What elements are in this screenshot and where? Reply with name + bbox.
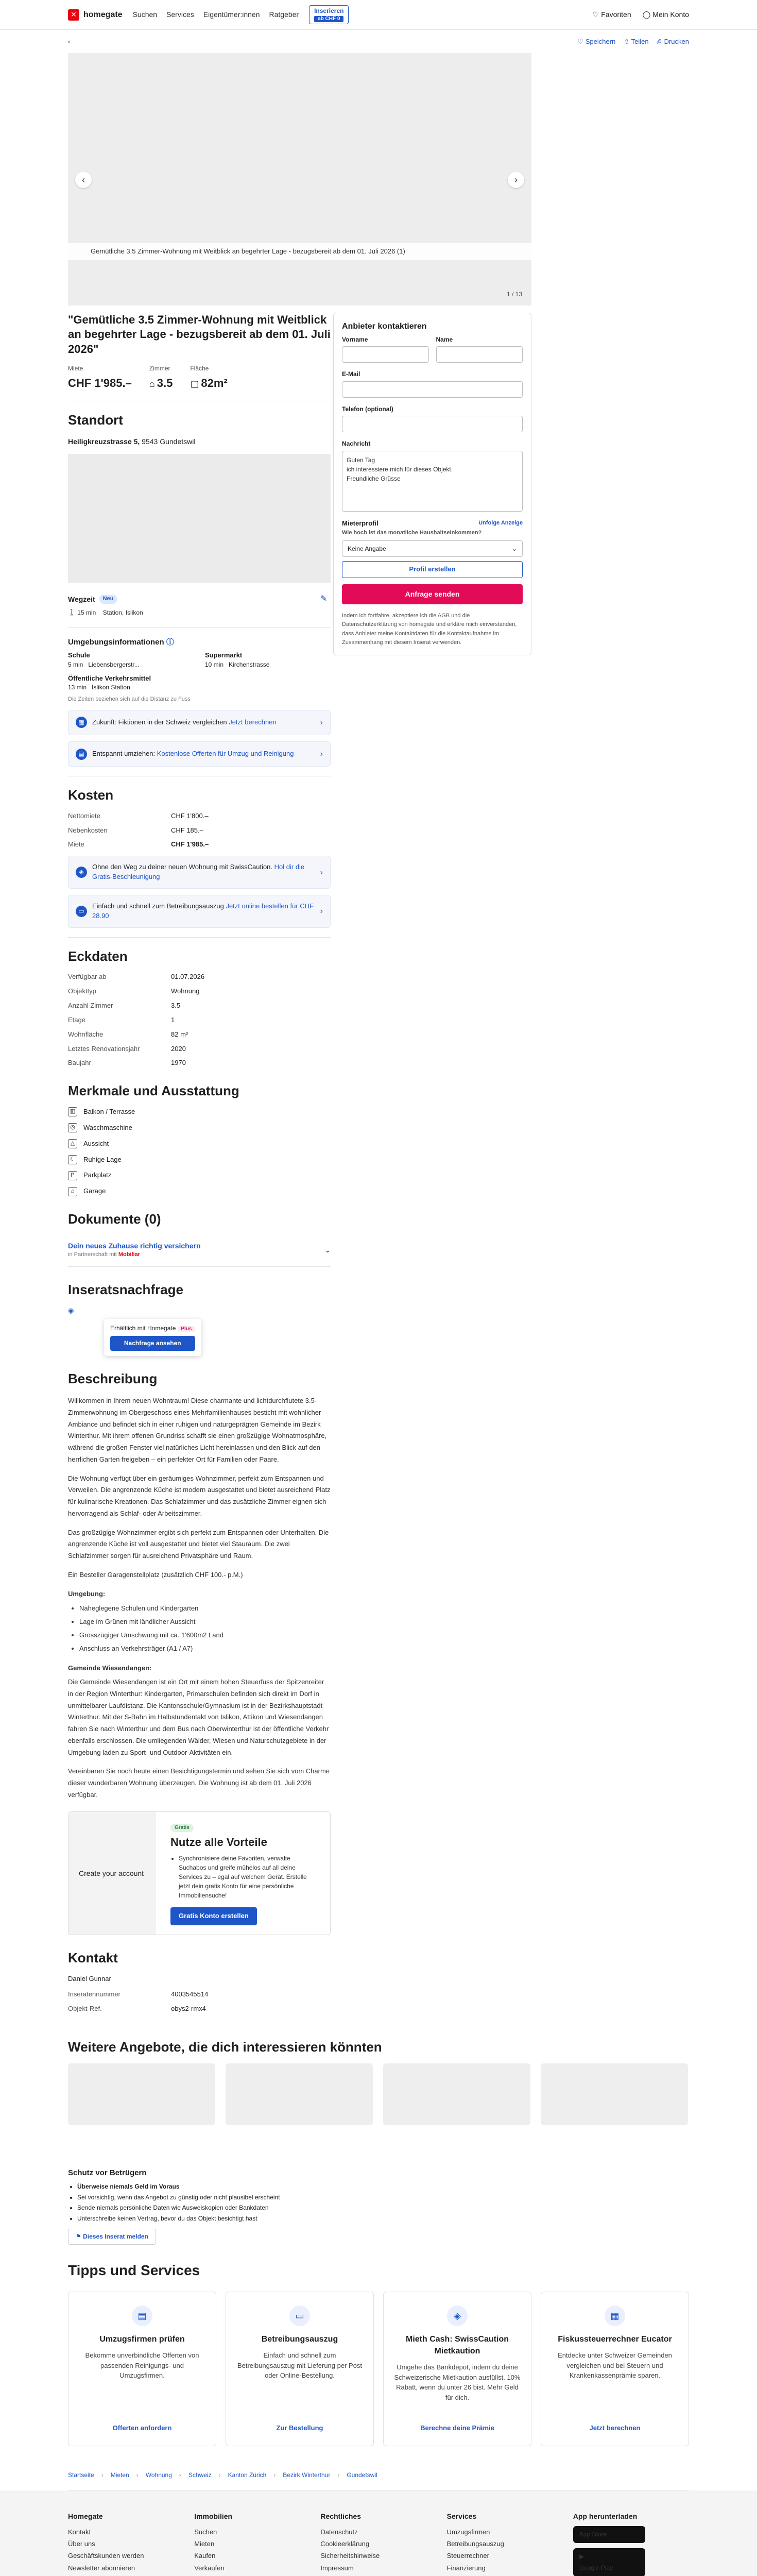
image-gallery[interactable] [68, 53, 531, 306]
address-street: Heiligkreuzstrasse 5, [68, 437, 140, 446]
homegate-logo[interactable] [68, 9, 123, 21]
tip-title: Fiskussteuerrechner Eucator [558, 2335, 672, 2344]
tip-card[interactable] [383, 2292, 531, 2446]
tip-text: Einfach und schnell zum Betreibungsauszug mit Lieferung per Post oder Online-Bestellung. [237, 2351, 363, 2380]
tip-link[interactable]: Jetzt berechnen [589, 2424, 641, 2432]
feature-item [68, 1139, 331, 1149]
description-paragraph: Die Wohnung verfügt über ein geräumiges Wohnzimmer, perfekt zum Entspannen und Verweilen. Die angrenzende Küche ist modern ausgestattet und bietet ausreichend Platz für kulinarische Kreationen. Das Schlafzimmer und das zusätzliche Zimmer eignen sich hervorragend als Schlaf- oder Arbeitszimmer. [68, 1474, 331, 1517]
contact-label: Objekt-Ref. [68, 2005, 102, 2013]
footer-col-heading: Rechtliches [320, 2512, 361, 2521]
account-promo-title: Nutze alle Vorteile [170, 1836, 267, 1849]
area-fact [190, 364, 227, 392]
feature-label: Parkplatz [83, 1171, 112, 1179]
footer-col-heading: Homegate [68, 2512, 103, 2521]
offer-card-placeholder[interactable] [68, 2063, 215, 2125]
feature-label: Ruhige Lage [83, 1155, 122, 1163]
surroundings-note: Die Zeiten beziehen sich auf die Distanz zu Fuss [68, 696, 191, 702]
more-offers [68, 2038, 689, 2137]
quiet-icon: ☾ [68, 1155, 77, 1164]
tenant-profile-heading: Mieterprofil [342, 519, 378, 527]
offer-card-placeholder[interactable] [226, 2063, 373, 2125]
commute-heading [68, 594, 331, 604]
create-account-button[interactable]: Gratis Konto erstellen [170, 1907, 257, 1925]
footer-col-homegate [68, 2511, 184, 2576]
calculator-icon: ▦ [605, 2306, 625, 2326]
print-label: Drucken [664, 38, 689, 45]
walk-icon: 🚶 [68, 609, 76, 617]
chevron-right-icon: › [320, 749, 323, 758]
nav-item-services[interactable]: Services [166, 10, 194, 19]
contact-heading: Kontakt [68, 1950, 118, 1965]
area-label: Fläche [190, 364, 209, 372]
description-paragraph: Ein Besteller Garagenstellplatz (zusätzlich CHF 100.- p.M.) [68, 1570, 243, 1579]
surrounding-place: Kirchenstrasse [229, 661, 270, 669]
inquiry-heading: Inseratsnachfrage [68, 1281, 183, 1297]
detail-label: Wohnfläche [68, 1030, 104, 1038]
gallery-counter: 1 / 13 [506, 291, 522, 298]
breadcrumb-item[interactable]: Startseite [68, 2471, 94, 2479]
detail-value: 1 [171, 1015, 175, 1024]
footer-link[interactable]: Finanzierung [446, 2564, 486, 2572]
tip-text: Bekomme unverbindliche Offerten von passenden Reinigungs- und Umzugsfirmen. [85, 2351, 199, 2380]
feature-label: Balkon / Terrasse [83, 1107, 135, 1115]
tips-section [68, 2260, 689, 2446]
share-button[interactable]: ⇪ Teilen [624, 38, 649, 45]
breadcrumb: Startseite › Mieten › Wohnung › Schweiz › Kanton Zürich › Bezirk Winterthur › Gundetswil [68, 2471, 689, 2490]
surrounding-title: Supermarkt [205, 651, 243, 659]
contact-legal-text: Indem ich fortfahre, akzeptiere ich die AGB und die Datenschutzerklärung von homegate und erkläre mich einverstanden, dass Anbieter meine Kontaktdaten für die Kontaktaufnahme im Zusammenhang mit diesem Inserat verwenden. [342, 612, 517, 646]
shield-icon: ◈ [447, 2306, 468, 2326]
upsell-text: Erhältlich mit Homegate [110, 1324, 176, 1332]
offer-card-placeholder[interactable] [541, 2063, 688, 2125]
nav-item-guide[interactable]: Ratgeber [269, 10, 299, 19]
detail-label: Objekttyp [68, 987, 96, 995]
report-listing-button[interactable] [68, 2229, 156, 2245]
insert-button[interactable] [309, 5, 349, 24]
insert-badge: ab CHF 0 [314, 16, 343, 22]
breadcrumb-item[interactable]: Schweiz [188, 2471, 212, 2479]
firstname-input[interactable] [342, 346, 429, 363]
costs-table [68, 811, 331, 850]
contact-value: 4003545514 [171, 1990, 209, 1998]
fraud-item: • Unterschreibe keinen Vertrag, bevor du das Objekt besichtigt hast [77, 2213, 689, 2224]
detail-value: 3.5 [171, 1002, 181, 1010]
feature-item [68, 1171, 331, 1180]
footer-link[interactable]: Steuerrechner [446, 2552, 489, 2560]
chevron-right-icon: › [320, 907, 323, 916]
listing-title: "Gemütliche 3.5 Zimmer-Wohnung mit Weitblick an begehrter Lage - bezugsbereit ab dem 01. Juli 2026" [68, 313, 331, 356]
more-offers-cards [68, 2063, 689, 2125]
garage-icon: ⌂ [68, 1187, 77, 1196]
more-offers-heading: Weitere Angebote, die dich interessieren könnten [68, 2039, 382, 2055]
document-icon: ▭ [289, 2306, 310, 2326]
footer-link[interactable]: Betreibungsauszug [446, 2540, 504, 2548]
footer-link[interactable]: Kontakt [68, 2528, 91, 2536]
commute-title: Wegzeit [68, 595, 95, 603]
insert-label: Inserieren [314, 7, 344, 15]
surrounding-title: Öffentliche Verkehrsmittel [68, 674, 151, 682]
tips-heading: Tipps und Services [68, 2262, 200, 2279]
costs-heading: Kosten [68, 787, 114, 803]
environment-heading: Umgebung: [68, 1589, 106, 1598]
phone-label: Telefon (optional) [342, 405, 393, 413]
footer-col-apps [573, 2511, 689, 2576]
email-label: E-Mail [342, 370, 360, 378]
app-store-label: App Store [579, 2530, 607, 2538]
municipality-heading: Gemeinde Wiesendangen: [68, 1664, 152, 1672]
description-heading: Beschreibung [68, 1371, 158, 1387]
environment-item: • Naheglegene Schulen und Kindergarten [79, 1602, 331, 1615]
site-header [0, 0, 757, 30]
message-input[interactable]: Guten Tag ich interessiere mich für dieses Objekt. Freundliche Grüsse [342, 451, 523, 512]
account-benefit: • Synchronisiere deine Favoriten, verwalte Suchabos und greife mühelos auf all deine Services zu – egal auf welchem Gerät. Erstelle jetzt dein gratis Konto für eine persönliche Immobiliensuche! [179, 1854, 316, 1900]
promo-moving[interactable] [68, 741, 331, 767]
fraud-section [68, 2167, 689, 2245]
message-label: Nachricht [342, 440, 371, 448]
footer-columns [68, 2511, 689, 2576]
footer-link[interactable] [447, 2574, 563, 2576]
insurance-promo[interactable] [68, 1235, 331, 1267]
area-icon: ▢ [190, 379, 199, 389]
save-label: Speichern [585, 38, 616, 45]
rent-value: CHF 1'985.– [68, 377, 132, 390]
footer-col-heading: Immobilien [194, 2512, 233, 2521]
breadcrumb-item[interactable]: Wohnung [145, 2471, 172, 2479]
rooms-fact [149, 364, 173, 392]
view-inquiry-button[interactable]: Nachfrage ansehen [110, 1336, 195, 1351]
footer-col-services [447, 2511, 563, 2576]
surrounding-title: Schule [68, 651, 90, 659]
promo-deposit[interactable] [68, 856, 331, 889]
surrounding-supermarket [205, 651, 331, 669]
promo-link[interactable]: Jetzt online bestellen für CHF 28.90 [92, 902, 314, 920]
address [68, 436, 331, 447]
email-input[interactable] [342, 381, 523, 398]
lastname-input[interactable] [436, 346, 523, 363]
address-city: 9543 Gundetswil [140, 437, 196, 446]
gallery-caption: Gemütliche 3.5 Zimmer-Wohnung mit Weitblick an begehrter Lage - bezugsbereit ab dem 01. Juli 2026 (1) [68, 243, 531, 260]
surrounding-time: 5 min [68, 661, 83, 669]
favorites-link[interactable]: ♡ Favoriten [592, 10, 631, 19]
feature-label: Garage [83, 1187, 106, 1195]
description-section [68, 1369, 331, 1801]
footer-link[interactable]: Impressum [320, 2564, 354, 2572]
create-profile-button[interactable]: Profil erstellen [342, 561, 523, 578]
divider [68, 627, 331, 628]
print-button[interactable]: ⎙ Drucken [657, 38, 689, 45]
inquiry-upsell [104, 1319, 201, 1357]
footer-link[interactable]: Mieten [194, 2540, 215, 2548]
plus-badge: Plus [178, 1326, 195, 1332]
rooms-value: 3.5 [157, 377, 173, 390]
feature-item [68, 1107, 331, 1117]
promo-link[interactable]: Kostenlose Offerten für Umzug und Reinigung [157, 750, 294, 758]
feature-item [68, 1155, 331, 1165]
gallery-prev-icon[interactable]: ‹ [75, 172, 92, 188]
breadcrumb-item[interactable]: Kanton Zürich [228, 2471, 267, 2479]
tip-link[interactable]: Zur Bestellung [276, 2424, 323, 2432]
footer-link[interactable] [68, 2574, 184, 2576]
fraud-item: • Überweise niemals Geld im Voraus [77, 2181, 689, 2192]
contact-value: obys2-rmx4 [171, 2005, 206, 2013]
promo-text: Ohne den Weg zu deiner neuen Wohnung mit SwissCaution. [92, 863, 273, 871]
account-benefits [179, 1854, 316, 1900]
fraud-list [68, 2181, 689, 2224]
details-heading: Eckdaten [68, 948, 128, 964]
description-paragraph: Willkommen in Ihrem neuen Wohntraum! Diese charmante und lichtdurchflutete 3.5-Zimmerwohnung im Obergeschoss eines Mehrfamilienhauses besticht mit wohnlicher Ambiance und befindet sich in einer ruhigen und naturgeprägten Gemeinde im Bezirk Winterthur. Mit ihrem offenen Grundriss schafft sie einen großzügige Wohnatmosphäre, während die großen Fenster viel natürliches Licht hereinlassen und den Blick auf den herrlichen Garten freigeben – ein perfekter Ort für Familien oder Paare. [68, 1397, 327, 1463]
footer-link[interactable]: Umzugsfirmen [446, 2528, 490, 2536]
nav-item-owners[interactable]: Eigentümer:innen [203, 10, 260, 19]
contact-label: Inseratennummer [68, 1990, 121, 1998]
income-select[interactable] [342, 540, 523, 557]
contact-section [68, 1948, 331, 2014]
breadcrumb-item[interactable]: Gundetswil [347, 2471, 377, 2479]
commute-row [68, 608, 331, 617]
app-store-badge[interactable] [573, 2526, 645, 2544]
rooms-label: Zimmer [149, 364, 170, 372]
header-right [593, 9, 689, 20]
breadcrumb-item[interactable]: Bezirk Winterthur [283, 2471, 331, 2479]
chevron-right-icon: › [320, 868, 323, 877]
logo-mark-icon: ✕ [68, 9, 79, 21]
location-map[interactable] [68, 454, 331, 583]
document-icon: ▭ [76, 906, 87, 917]
offer-card-placeholder[interactable] [383, 2063, 530, 2125]
environment-item: • Grosszügiger Umschwung mit ca. 1'600m2 Land [79, 1629, 331, 1642]
commute-destination: Station, Islikon [102, 609, 143, 617]
tips-cards [68, 2292, 689, 2446]
cost-value: CHF 1'985.– [171, 840, 209, 849]
footer-col-properties [194, 2511, 310, 2576]
footer-link[interactable]: Cookieerklärung [320, 2540, 370, 2548]
key-facts [68, 364, 331, 392]
surrounding-place: Islikon Station [92, 684, 130, 691]
cost-label: Nettomiete [68, 811, 100, 820]
save-button[interactable]: ♡ Speichern [577, 38, 616, 45]
tip-link[interactable]: Offerten anfordern [112, 2424, 172, 2432]
listing-main [68, 306, 331, 2014]
promo-link[interactable]: Hol dir die Gratis-Beschleunigung [92, 863, 305, 881]
environment-list [79, 1602, 331, 1655]
breadcrumb-item[interactable]: Mieten [110, 2471, 129, 2479]
rent-label: Miete [68, 364, 83, 372]
surrounding-time: 13 min [68, 684, 87, 691]
calculator-icon: ▦ [76, 717, 87, 728]
surrounding-time: 10 min [205, 661, 224, 669]
surrounding-transport [68, 674, 194, 692]
insurance-promo-title: Dein neues Zuhause richtig versichern [68, 1241, 201, 1250]
detail-label: Anzahl Zimmer [68, 1002, 113, 1010]
lastname-label: Name [436, 336, 453, 344]
promo-text: Zukunft: Fiktionen in der Schweiz vergleichen [92, 718, 227, 726]
detail-label: Verfügbar ab [68, 973, 107, 981]
back-icon[interactable]: ‹ [68, 38, 71, 45]
favorites-label: Favoriten [601, 10, 631, 19]
footer-link[interactable]: Datenschutz [320, 2528, 358, 2536]
commute-time: 15 min [77, 609, 96, 617]
account-label: Mein Konto [652, 10, 689, 19]
more-offers-lines [68, 2125, 689, 2137]
detail-label: Letztes Renovationsjahr [68, 1044, 140, 1053]
chevron-down-icon: ⌄ [511, 545, 517, 553]
account-link[interactable]: ◯ Mein Konto [642, 10, 689, 19]
detail-label: Baujahr [68, 1059, 91, 1067]
footer-link[interactable]: Verkaufen [194, 2564, 225, 2572]
listing-toolbar [68, 37, 689, 47]
footer-col-heading: App herunterladen [573, 2512, 638, 2521]
features-heading: Merkmale und Ausstattung [68, 1083, 239, 1099]
detail-value: Wohnung [171, 987, 200, 995]
chevron-down-icon: ⌄ [324, 1245, 331, 1254]
footer-link[interactable] [320, 2574, 436, 2576]
documents-heading: Dokumente (0) [68, 1211, 161, 1227]
fraud-heading: Schutz vor Betrügern [68, 2168, 147, 2177]
detail-value: 2020 [171, 1044, 186, 1053]
feature-item [68, 1187, 331, 1196]
site-footer [0, 2490, 757, 2576]
info-icon[interactable]: ⓘ [166, 637, 174, 647]
surroundings-title: Umgebungsinformationen [68, 637, 164, 647]
logo-text: homegate [83, 10, 123, 19]
feature-label: Waschmaschine [83, 1123, 132, 1131]
cost-value: CHF 185.– [171, 826, 203, 834]
tip-text: Entdecke unter Schweizer Gemeinden vergleichen und bei Steuern und Krankenkassenprämie sparen. [558, 2351, 672, 2380]
detail-label: Etage [68, 1015, 85, 1024]
truck-icon: ▤ [76, 749, 87, 760]
details-table [68, 972, 331, 1068]
contact-form [333, 313, 531, 655]
location-heading: Standort [68, 412, 123, 428]
tip-text: Umgehe das Bankdepot, indem du deine Schweizerische Mietkaution ausfüllst. 10% Rabatt, wenn du unter 26 bist. Mehr Geld für dich. [394, 2363, 521, 2401]
cost-value: CHF 1'800.– [171, 811, 209, 820]
contact-form-title: Anbieter kontaktieren [342, 321, 427, 331]
description-paragraph: Vereinbaren Sie noch heute einen Besichtigungstermin und sehen Sie sich vom Charme dieser wunderbaren Wohnung überzeugen. Die Wohnung ist ab dem 01. Juli 2026 verfügbar. [68, 1767, 330, 1799]
eye-icon: ◉ [68, 1306, 74, 1314]
footer-link[interactable]: Sicherheitshinweise [320, 2552, 380, 2560]
shield-icon: ◈ [76, 867, 87, 878]
account-promo-left: Create your account [68, 1812, 156, 1935]
tip-link[interactable]: Berechne deine Prämie [420, 2424, 494, 2432]
promo-text: Einfach und schnell zum Betreibungsauszug [92, 902, 224, 910]
firstname-label: Vorname [342, 336, 368, 344]
surroundings-grid [68, 651, 331, 692]
footer-link[interactable]: Kaufen [194, 2552, 216, 2560]
description-paragraph: Das großzügige Wohnzimmer ergibt sich perfekt zum Entspannen oder Unterhalten. Die angrenzende Küche ist voll ausgestattet und bietet viel Stauraum. Die zwei Schlafzimmer sorgen für ausreichend Privatsphäre und Raum. [68, 1528, 329, 1560]
report-label: Dieses Inserat melden [83, 2233, 148, 2241]
environment-item: • Anschluss an Verkehrsträger (A1 / A7) [79, 1642, 331, 1655]
footer-link[interactable]: Über uns [68, 2540, 95, 2548]
parking-icon: P [68, 1171, 77, 1180]
promo-text: Entspannt umziehen: [92, 750, 156, 758]
surrounding-place: Liebensbergerstr... [88, 661, 140, 669]
insurance-promo-sub: in Partnerschaft mit [68, 1251, 117, 1258]
description-paragraph: Die Gemeinde Wiesendangen ist ein Ort mit einem hohen Steuerfuss der Spitzenreiter in der Region Winterthur: Kindergarten, Primarschulen befinden sich direkt im Dorf in unmittelbarer Laufdistanz. Die Kantonsschule/Gymnasium ist in der Bezirkshauptstadt Winterthur. Mit der S-Bahn im Halbstundentakt von Islikon, Attikon und Wiesendangen fahren Sie nach Winterthur und dem Bus nach Oberwinterthur ist der öffentliche Verkehr ebenfalls erschlossen. Die umliegenden Wälder, Wiesen und Naturschutzgebiete in der Umgebung laden zu Sport- und Outdoor-Aktivitäten ein. [68, 1678, 329, 1756]
area-value: 82m² [201, 377, 228, 390]
main-nav [133, 9, 299, 20]
truck-icon: ▤ [132, 2306, 152, 2326]
washing-machine-icon: ◎ [68, 1123, 77, 1132]
tip-title: Mieth Cash: SwissCaution Mietkaution [405, 2335, 509, 2356]
inquiry-row [68, 1306, 331, 1316]
footer-col-heading: Services [446, 2512, 477, 2521]
google-play-label: Google Play [579, 2564, 613, 2571]
free-badge: Gratis [170, 1824, 194, 1833]
promo-link[interactable]: Jetzt berechnen [229, 718, 277, 726]
environment-item: • Lage im Grünen mit ländlicher Aussicht [79, 1615, 331, 1629]
edit-icon[interactable]: ✎ [320, 595, 328, 604]
cost-label: Miete [68, 840, 84, 849]
footer-col-legal [320, 2511, 436, 2576]
detail-value: 82 m² [171, 1030, 188, 1038]
nav-item-search[interactable]: Suchen [132, 10, 158, 19]
chevron-right-icon: › [320, 718, 323, 727]
income-question: Wie hoch ist das monatliche Haushaltseinkommen? [342, 530, 482, 536]
contact-table [68, 1990, 331, 2014]
contact-name: Daniel Gunnar [68, 1974, 111, 1982]
fraud-item: • Sende niemals persönliche Daten wie Ausweiskopien oder Bankdaten [77, 2202, 689, 2213]
footer-link[interactable] [194, 2574, 310, 2576]
cost-label: Nebenkosten [68, 826, 108, 834]
account-promo [68, 1811, 331, 1935]
features-list [68, 1107, 331, 1196]
google-play-badge[interactable]: ▶ Google Play [573, 2548, 645, 2576]
gallery-next-icon[interactable]: › [508, 172, 524, 188]
income-select-value: Keine Angabe [348, 545, 386, 553]
footer-link[interactable]: Suchen [194, 2528, 217, 2536]
rent-fact [68, 364, 132, 392]
tip-card[interactable] [68, 2292, 216, 2446]
view-icon: △ [68, 1139, 77, 1148]
send-inquiry-button[interactable]: Anfrage senden [342, 584, 523, 604]
promo-debt-extract[interactable] [68, 895, 331, 928]
surroundings-heading [68, 637, 331, 648]
phone-input[interactable] [342, 416, 523, 432]
tip-title: Umzugsfirmen prüfen [99, 2335, 185, 2344]
detail-value: 01.07.2026 [171, 973, 205, 981]
new-badge: Neu [99, 595, 117, 604]
footer-link[interactable]: Geschäftskunden werden [68, 2552, 144, 2560]
promo-tax-comparison[interactable] [68, 710, 331, 735]
footer-link[interactable]: Newsletter abonnieren [68, 2564, 135, 2572]
tip-card[interactable] [226, 2292, 374, 2446]
flag-icon: ⚑ [76, 2233, 81, 2241]
tip-title: Betreibungsauszug [261, 2335, 338, 2344]
divider [68, 937, 331, 938]
balcony-icon: ▥ [68, 1107, 77, 1116]
tip-card[interactable] [541, 2292, 689, 2446]
mobiliar-logo: Mobiliar [118, 1251, 140, 1258]
surrounding-school [68, 651, 194, 669]
feature-item [68, 1123, 331, 1133]
share-label: Teilen [631, 38, 649, 45]
feature-label: Aussicht [83, 1139, 109, 1147]
door-icon: ⌂ [149, 379, 155, 389]
detail-value: 1970 [171, 1059, 186, 1067]
fraud-item: • Sei vorsichtig, wenn das Angebot zu günstig oder nicht plausibel erscheint [77, 2192, 689, 2202]
tenant-profile-link[interactable]: Unfolge Anzeige [478, 520, 523, 527]
